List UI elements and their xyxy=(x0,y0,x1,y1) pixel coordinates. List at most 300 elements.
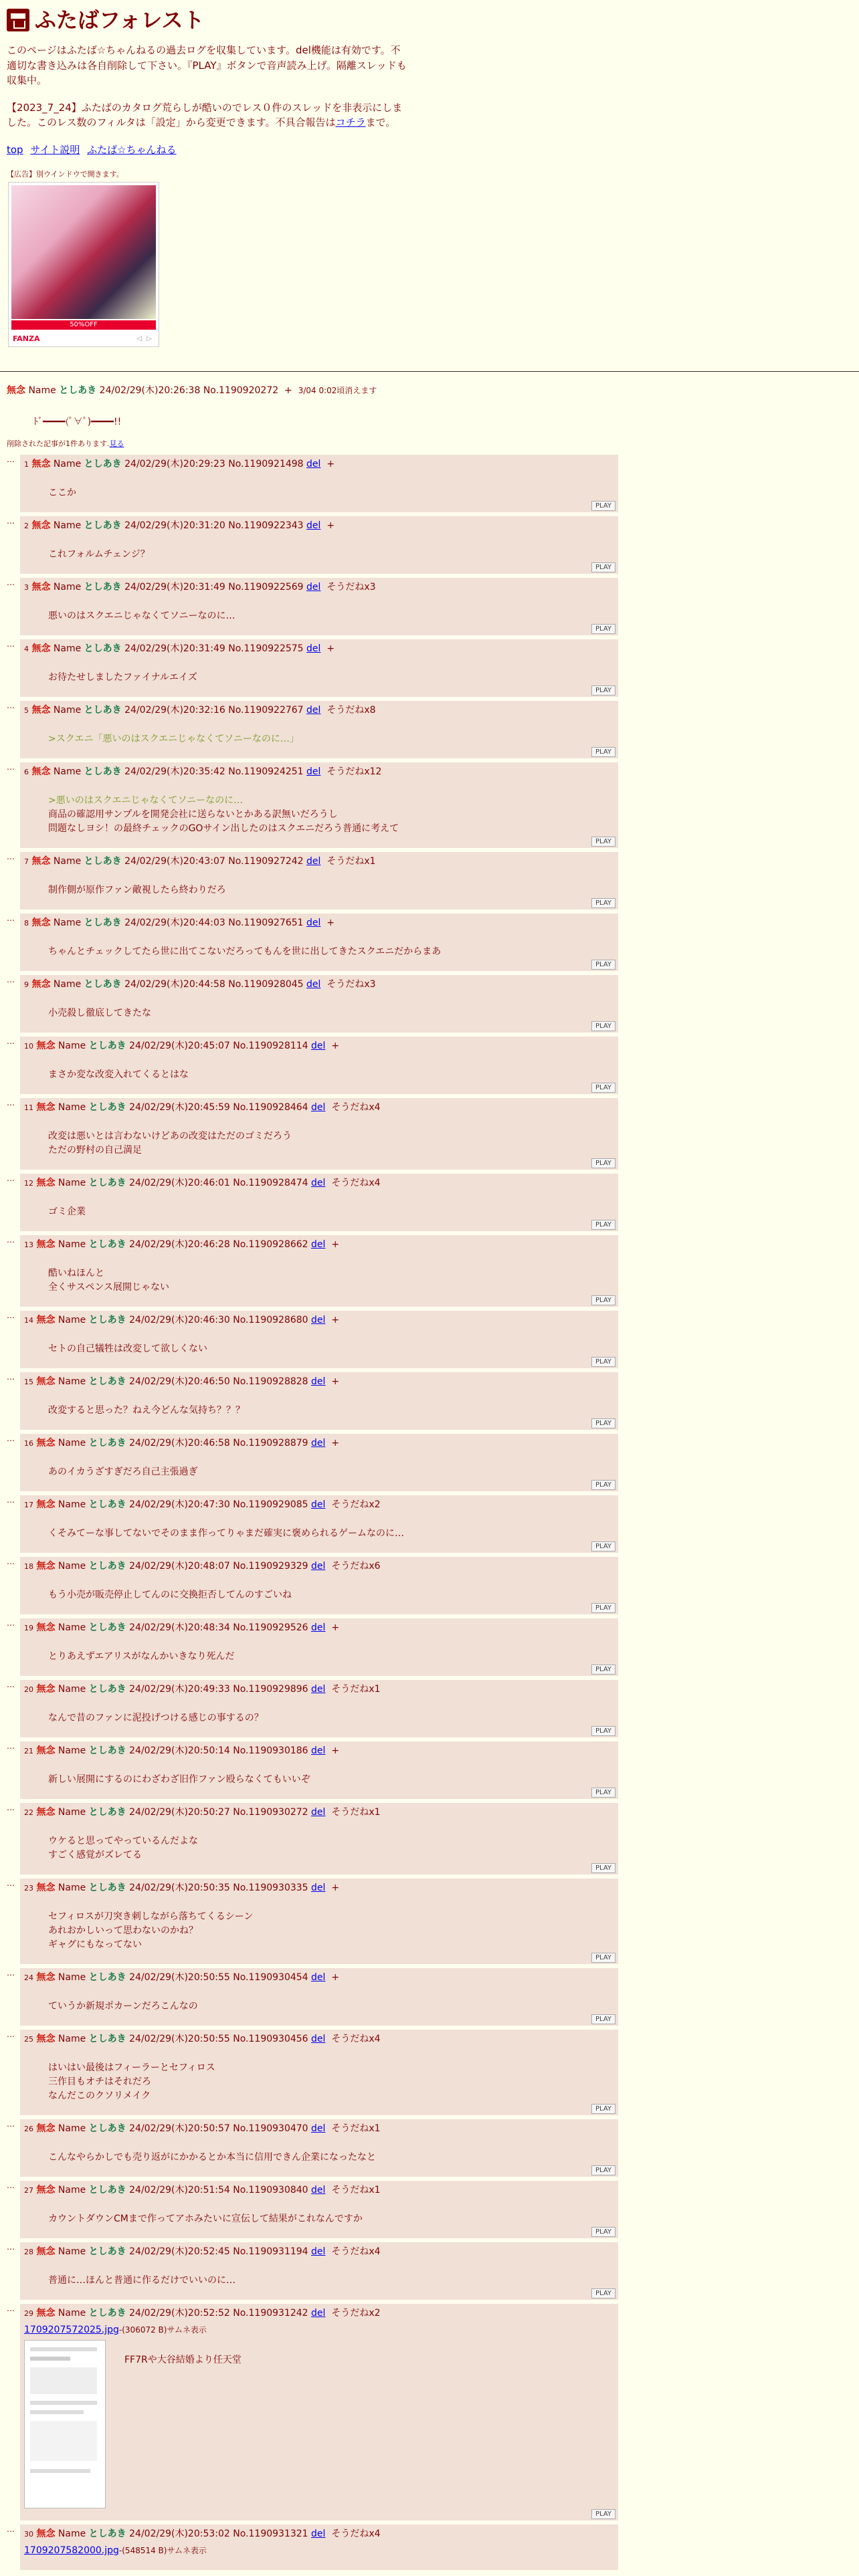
reply-body-line: 三作目もオチはそれだろ xyxy=(48,2076,151,2087)
reply-row xyxy=(7,1618,859,1680)
reply-post xyxy=(20,1680,618,1737)
reply-body xyxy=(48,1650,614,1664)
image-thumbnail[interactable] xyxy=(24,2340,106,2508)
reply-body-line: なんで昔のファンに泥投げつける感じの事するの？ xyxy=(48,1713,264,1723)
soudane-button[interactable]: そうだねx4 xyxy=(331,1102,381,1113)
play-button[interactable]: PLAY xyxy=(591,747,615,757)
play-button[interactable]: PLAY xyxy=(591,898,615,908)
reply-dots: … xyxy=(7,1741,15,1751)
delete-link[interactable]: del xyxy=(311,1622,326,1633)
reply-header xyxy=(24,1971,614,1985)
reply-body xyxy=(48,2000,614,2014)
soudane-button[interactable]: + xyxy=(326,459,335,469)
delete-link[interactable]: del xyxy=(311,1883,326,1893)
forest-logo-icon xyxy=(7,9,29,31)
play-button[interactable]: PLAY xyxy=(591,1158,615,1168)
play-button[interactable]: PLAY xyxy=(591,1295,615,1305)
reply-list xyxy=(7,455,859,2574)
reply-body-line: セフィロスが刀突き刺しながら落ちてくるシーン xyxy=(48,1911,254,1922)
reply-index: 15 xyxy=(24,1378,33,1386)
delete-link[interactable]: del xyxy=(306,520,321,531)
reply-name-label: Name xyxy=(58,1561,86,1572)
play-button[interactable]: PLAY xyxy=(591,1083,615,1093)
reply-body-line: セトの自己犠牲は改変して欲しくない xyxy=(48,1344,207,1354)
play-button[interactable]: PLAY xyxy=(591,2104,615,2114)
reply-body xyxy=(48,1910,614,1952)
play-button[interactable]: PLAY xyxy=(591,1480,615,1490)
reply-index: 19 xyxy=(24,1624,33,1632)
reply-number[interactable]: No.1190928828 xyxy=(233,1376,308,1387)
delete-link[interactable]: del xyxy=(306,979,321,990)
reply-subject: 無念 xyxy=(36,2529,56,2539)
reply-name: としあき xyxy=(88,1684,126,1695)
reply-number[interactable]: No.1190929526 xyxy=(233,1622,308,1633)
reply-post xyxy=(20,762,618,848)
reply-number[interactable]: No.1190928114 xyxy=(233,1041,308,1051)
reply-dots: … xyxy=(7,1311,15,1320)
reply-body xyxy=(48,1465,614,1479)
reply-post xyxy=(20,455,618,512)
reply-number[interactable]: No.1190930470 xyxy=(233,2123,308,2134)
reply-row xyxy=(7,2119,859,2181)
soudane-button[interactable]: そうだねx12 xyxy=(326,766,382,777)
reply-row xyxy=(7,1372,859,1434)
reply-date: 24/02/29(木)20:50:55 xyxy=(129,2034,230,2044)
reply-body-line: なんだこのクソリメイク xyxy=(48,2090,151,2101)
soudane-button[interactable]: そうだねx4 xyxy=(331,2034,381,2044)
thumb-toggle[interactable]: サムネ表示 xyxy=(167,2325,207,2335)
reply-number[interactable]: No.1190927651 xyxy=(228,918,304,928)
reply-number[interactable]: No.1190921498 xyxy=(228,459,304,469)
reply-number[interactable]: No.1190929085 xyxy=(233,1499,308,1510)
play-button[interactable]: PLAY xyxy=(591,1220,615,1230)
reply-date: 24/02/29(木)20:45:59 xyxy=(129,1102,230,1113)
reply-dots: … xyxy=(7,1968,15,1977)
soudane-button[interactable]: + xyxy=(331,1883,340,1893)
reply-number[interactable]: No.1190927242 xyxy=(228,856,304,867)
reply-subject: 無念 xyxy=(36,2034,56,2044)
reply-row xyxy=(7,1098,859,1174)
reply-dots: … xyxy=(7,1174,15,1183)
play-button[interactable]: PLAY xyxy=(591,1357,615,1367)
reply-subject: 無念 xyxy=(36,1807,56,1818)
reply-post xyxy=(20,2030,618,2115)
soudane-button[interactable]: + xyxy=(331,1972,340,1983)
reply-name-label: Name xyxy=(53,856,82,867)
reply-row xyxy=(7,1235,859,1311)
soudane-button[interactable]: そうだねx6 xyxy=(331,1561,381,1572)
play-button[interactable]: PLAY xyxy=(591,501,615,511)
reply-body-line: これフォルムチェンジ？ xyxy=(48,549,150,560)
delete-link[interactable]: del xyxy=(311,2529,326,2539)
reply-dots: … xyxy=(7,1618,15,1628)
play-button[interactable]: PLAY xyxy=(591,1726,615,1736)
reply-body-line: ウケると思ってやっているんだよな xyxy=(48,1836,198,1846)
delete-link[interactable]: del xyxy=(311,1239,326,1250)
soudane-button[interactable]: + xyxy=(331,1622,340,1633)
reply-index: 11 xyxy=(24,1103,33,1112)
reply-header xyxy=(24,642,614,656)
reply-index: 7 xyxy=(24,857,29,866)
delete-link[interactable]: del xyxy=(306,918,321,928)
delete-link[interactable]: del xyxy=(306,856,321,867)
reply-number[interactable]: No.1190922767 xyxy=(228,705,304,716)
reply-name: としあき xyxy=(88,1239,126,1250)
report-link[interactable]: コチラ xyxy=(335,116,366,128)
delete-link[interactable]: del xyxy=(311,2185,326,2195)
reply-number[interactable]: No.1190930454 xyxy=(233,1972,308,1983)
reply-number[interactable]: No.1190931194 xyxy=(233,2246,308,2257)
reply-subject: 無念 xyxy=(36,1561,56,1572)
play-button[interactable]: PLAY xyxy=(591,1541,615,1551)
reply-date: 24/02/29(木)20:50:27 xyxy=(129,1807,230,1818)
nav-top-link[interactable]: top xyxy=(7,143,23,156)
delete-link[interactable]: del xyxy=(311,1438,326,1448)
reply-body-line: くそみてーな事してないでそのまま作ってりゃまだ確実に褒められるゲームなのに… xyxy=(48,1528,404,1539)
delete-link[interactable]: del xyxy=(311,2246,326,2257)
reply-name: としあき xyxy=(88,1972,126,1983)
reply-quote: >スクエニ「悪いのはスクエニじゃなくてソニーなのに…」 xyxy=(48,734,299,744)
reply-name: としあき xyxy=(84,918,122,928)
soudane-button[interactable]: + xyxy=(331,1315,340,1325)
reply-post xyxy=(20,1174,618,1231)
reply-date: 24/02/29(木)20:43:07 xyxy=(124,856,225,867)
reply-body-line: ゴミ企業 xyxy=(48,1206,86,1217)
reply-name: としあき xyxy=(88,1438,126,1448)
soudane-button[interactable]: そうだねx4 xyxy=(331,2529,381,2539)
reply-dots: … xyxy=(7,1495,15,1505)
play-button[interactable]: PLAY xyxy=(591,2165,615,2175)
delete-link[interactable]: del xyxy=(311,1499,326,1510)
reply-name: としあき xyxy=(88,2034,126,2044)
reply-dots: … xyxy=(7,701,15,710)
intro-paragraph-2 xyxy=(7,100,408,130)
reply-body xyxy=(48,1588,614,1602)
thumbnail-block xyxy=(30,2347,97,2351)
file-info xyxy=(24,2323,614,2337)
reply-row xyxy=(7,1680,859,1741)
delete-link[interactable]: del xyxy=(311,1684,326,1695)
reply-number[interactable]: No.1190924251 xyxy=(228,766,304,777)
reply-dots: … xyxy=(7,1037,15,1046)
reply-name-label: Name xyxy=(58,2529,86,2539)
reply-index: 21 xyxy=(24,1747,33,1755)
reply-body xyxy=(48,548,614,562)
reply-number[interactable]: No.1190930272 xyxy=(233,1807,308,1818)
reply-name-label: Name xyxy=(58,2123,86,2134)
reply-post xyxy=(20,1557,618,1614)
reply-header xyxy=(24,1313,614,1327)
reply-body xyxy=(48,2274,614,2288)
reply-body xyxy=(48,1527,614,1541)
reply-number[interactable]: No.1190928680 xyxy=(233,1315,308,1325)
reply-row xyxy=(7,975,859,1037)
op-subject: 無念 xyxy=(7,385,25,396)
reply-subject: 無念 xyxy=(36,1438,56,1448)
reply-dots: … xyxy=(7,1235,15,1245)
reply-name-label: Name xyxy=(58,1041,86,1051)
reply-name-label: Name xyxy=(53,582,82,593)
reply-date: 24/02/29(木)20:50:35 xyxy=(129,1883,230,1893)
delete-link[interactable]: del xyxy=(311,1807,326,1818)
op-soudane-button[interactable]: + xyxy=(284,385,292,396)
play-button[interactable]: PLAY xyxy=(591,837,615,847)
reply-body-line: こんなやらかしでも売り返がにかかるとか本当に信用できん企業になったなと xyxy=(48,2152,376,2163)
nav-about-link[interactable]: サイト説明 xyxy=(30,143,80,156)
reply-dots: … xyxy=(7,914,15,923)
delete-link[interactable]: del xyxy=(311,2123,326,2134)
reply-number[interactable]: No.1190929896 xyxy=(233,1684,308,1695)
play-button[interactable]: PLAY xyxy=(591,685,615,695)
reply-post xyxy=(20,2181,618,2238)
reply-header xyxy=(24,978,614,992)
reply-name-label: Name xyxy=(53,766,82,777)
reply-number[interactable]: No.1190928879 xyxy=(233,1438,308,1448)
soudane-button[interactable]: + xyxy=(326,918,335,928)
delete-link[interactable]: del xyxy=(306,459,321,469)
reply-post xyxy=(20,1495,618,1553)
reply-post xyxy=(20,1968,618,2026)
play-button[interactable]: PLAY xyxy=(591,2288,615,2298)
reply-name-label: Name xyxy=(58,2308,86,2319)
delete-link[interactable]: del xyxy=(306,766,321,777)
reply-number[interactable]: No.1190928662 xyxy=(233,1239,308,1250)
reply-date: 24/02/29(木)20:52:52 xyxy=(129,2308,230,2319)
reply-index: 4 xyxy=(24,645,29,653)
soudane-button[interactable]: そうだねx1 xyxy=(331,1807,381,1818)
play-button[interactable]: PLAY xyxy=(591,1953,615,1963)
ad-label: 【広告】別ウインドウで開きます。 xyxy=(7,170,124,179)
reply-row xyxy=(7,1803,859,1879)
reply-number[interactable]: No.1190931242 xyxy=(233,2308,308,2319)
reply-body xyxy=(48,1267,614,1295)
reply-name: としあき xyxy=(84,766,122,777)
reply-header xyxy=(24,1039,614,1053)
play-button[interactable]: PLAY xyxy=(591,624,615,634)
play-button[interactable]: PLAY xyxy=(591,562,615,572)
reply-subject: 無念 xyxy=(36,1315,56,1325)
reply-body-line: 改変は悪いとは言わないけどあの改変はただのゴミだろう xyxy=(48,1131,292,1142)
reply-body-line: 小売殺し徹底してきたな xyxy=(48,1008,151,1018)
file-link[interactable]: 1709207582000.jpg xyxy=(24,2545,119,2556)
intro-paragraph-2-text: 【2023_7_24】ふたばのカタログ荒らしが酷いのでレス０件のスレッドを非表示にしました。このレス数のフィルタは「設定」から変更できます。不具合報告は xyxy=(7,101,403,128)
reply-index: 8 xyxy=(24,919,29,928)
show-deleted-link[interactable]: 見る xyxy=(109,439,124,448)
play-button[interactable]: PLAY xyxy=(591,2014,615,2024)
reply-date: 24/02/29(木)20:45:07 xyxy=(129,1041,230,1051)
soudane-button[interactable]: そうだねx1 xyxy=(326,856,376,867)
page-header xyxy=(0,0,859,347)
soudane-button[interactable]: そうだねx3 xyxy=(326,979,376,990)
play-button[interactable]: PLAY xyxy=(591,1603,615,1613)
reply-body-line: 酷いねほんと xyxy=(48,1268,104,1279)
ad-brand-logo: FANZA xyxy=(13,334,40,343)
reply-subject: 無念 xyxy=(36,1239,56,1250)
file-link[interactable]: 1709207572025.jpg xyxy=(24,2325,119,2335)
reply-row xyxy=(7,762,859,852)
reply-row xyxy=(7,1879,859,1968)
reply-header xyxy=(24,1560,614,1574)
reply-dots: … xyxy=(7,455,15,464)
delete-link[interactable]: del xyxy=(311,1561,326,1572)
reply-number[interactable]: No.1190930186 xyxy=(233,1745,308,1756)
soudane-button[interactable]: そうだねx1 xyxy=(331,1684,381,1695)
reply-row xyxy=(7,1557,859,1618)
reply-date: 24/02/29(木)20:46:01 xyxy=(129,1178,230,1188)
reply-name-label: Name xyxy=(58,1972,86,1983)
reply-dots: … xyxy=(7,1680,15,1689)
reply-dots: … xyxy=(7,2030,15,2039)
thumbnail-block xyxy=(30,2367,97,2394)
soudane-button[interactable]: + xyxy=(331,1438,340,1448)
delete-link[interactable]: del xyxy=(311,1041,326,1051)
soudane-button[interactable]: + xyxy=(331,1376,340,1387)
reply-header xyxy=(24,1436,614,1451)
reply-number[interactable]: No.1190922343 xyxy=(228,520,304,531)
soudane-button[interactable]: そうだねx8 xyxy=(326,705,376,716)
reply-number[interactable]: No.1190929329 xyxy=(233,1561,308,1572)
reply-dots: … xyxy=(7,1434,15,1443)
soudane-button[interactable]: そうだねx4 xyxy=(331,2246,381,2257)
reply-post xyxy=(20,639,618,697)
thumb-toggle[interactable]: サムネ表示 xyxy=(167,2546,207,2555)
reply-number[interactable]: No.1190930456 xyxy=(233,2034,308,2044)
reply-number[interactable]: No.1190928464 xyxy=(233,1102,308,1113)
delete-link[interactable]: del xyxy=(311,1972,326,1983)
reply-body xyxy=(48,732,614,746)
reply-post xyxy=(20,1434,618,1491)
op-expire: 3/04 0:02頃消えます xyxy=(298,385,377,395)
delete-link[interactable]: del xyxy=(306,705,321,716)
delete-link[interactable]: del xyxy=(311,1745,326,1756)
reply-date: 24/02/29(木)20:31:49 xyxy=(124,643,225,654)
reply-date: 24/02/29(木)20:49:33 xyxy=(129,1684,230,1695)
reply-body-line: あれおかしいって思わないのかね？ xyxy=(48,1925,198,1936)
play-button[interactable]: PLAY xyxy=(591,1418,615,1428)
soudane-button[interactable]: そうだねx1 xyxy=(331,2185,381,2195)
reply-date: 24/02/29(木)20:44:03 xyxy=(124,918,225,928)
reply-body xyxy=(48,883,614,897)
reply-dots: … xyxy=(7,1803,15,1812)
reply-header xyxy=(24,1621,614,1635)
play-button[interactable]: PLAY xyxy=(591,1021,615,1031)
reply-dots: … xyxy=(7,1557,15,1566)
ad-image[interactable] xyxy=(11,185,156,319)
reply-date: 24/02/29(木)20:53:02 xyxy=(129,2529,230,2539)
delete-link[interactable]: del xyxy=(306,643,321,654)
reply-subject: 無念 xyxy=(31,856,51,867)
delete-link[interactable]: del xyxy=(311,2034,326,2044)
soudane-button[interactable]: そうだねx4 xyxy=(331,1178,381,1188)
reply-index: 9 xyxy=(24,980,29,989)
reply-subject: 無念 xyxy=(31,459,51,469)
ad-banner[interactable] xyxy=(8,182,159,347)
reply-index: 14 xyxy=(24,1316,33,1325)
reply-dots: … xyxy=(7,1098,15,1107)
soudane-button[interactable]: + xyxy=(331,1041,340,1051)
delete-link[interactable]: del xyxy=(311,2308,326,2319)
reply-number[interactable]: No.1190928474 xyxy=(233,1178,308,1188)
op-name: としあき xyxy=(59,385,97,396)
soudane-button[interactable]: + xyxy=(326,643,335,654)
reply-name-label: Name xyxy=(53,705,82,716)
delete-link[interactable]: del xyxy=(311,1102,326,1113)
reply-row xyxy=(7,1434,859,1495)
play-button[interactable]: PLAY xyxy=(591,2509,615,2519)
reply-index: 28 xyxy=(24,2248,33,2256)
reply-name: としあき xyxy=(88,1041,126,1051)
reply-name-label: Name xyxy=(53,643,82,654)
delete-link[interactable]: del xyxy=(311,1376,326,1387)
reply-name-label: Name xyxy=(58,1315,86,1325)
site-title: ふたばフォレスト xyxy=(35,7,205,33)
reply-date: 24/02/29(木)20:29:23 xyxy=(124,459,225,469)
reply-number[interactable]: No.1190930840 xyxy=(233,2185,308,2195)
soudane-button[interactable]: + xyxy=(331,1239,340,1250)
reply-number[interactable]: No.1190931321 xyxy=(233,2529,308,2539)
reply-header xyxy=(24,1238,614,1252)
reply-number[interactable]: No.1190922569 xyxy=(228,582,304,593)
reply-number[interactable]: No.1190928045 xyxy=(228,979,304,990)
nav-futaba-link[interactable]: ふたば☆ちゃんねる xyxy=(87,143,177,156)
reply-body-line: 悪いのはスクエニじゃなくてソニーなのに… xyxy=(48,611,235,621)
reply-number[interactable]: No.1190930335 xyxy=(233,1883,308,1893)
reply-header xyxy=(24,580,614,595)
soudane-button[interactable]: そうだねx3 xyxy=(326,582,376,593)
reply-index: 16 xyxy=(24,1439,33,1448)
reply-name: としあき xyxy=(84,520,122,531)
reply-number[interactable]: No.1190922575 xyxy=(228,643,304,654)
reply-name-label: Name xyxy=(58,2185,86,2195)
deleted-note-text: 削除された記事が1件あります. xyxy=(7,439,110,448)
play-button[interactable]: PLAY xyxy=(591,1788,615,1798)
file-size: -(306072 B) xyxy=(118,2325,167,2335)
soudane-button[interactable]: そうだねx2 xyxy=(331,2308,381,2319)
reply-post xyxy=(20,1311,618,1368)
delete-link[interactable]: del xyxy=(306,582,321,593)
ad-pager[interactable]: ◁ ▷ xyxy=(136,334,153,342)
reply-post xyxy=(20,2525,618,2570)
reply-body-line: 新しい展開にするのにわざわざ旧作ファン殴らなくてもいいぞ xyxy=(48,1774,310,1785)
reply-header xyxy=(24,1498,614,1512)
reply-date: 24/02/29(木)20:31:49 xyxy=(124,582,225,593)
soudane-button[interactable]: + xyxy=(326,520,335,531)
reply-header xyxy=(24,1806,614,1820)
op-number[interactable]: No.1190920272 xyxy=(203,385,279,396)
reply-name-label: Name xyxy=(58,1684,86,1695)
reply-body xyxy=(48,1834,614,1862)
reply-date: 24/02/29(木)20:50:14 xyxy=(129,1745,230,1756)
reply-index: 20 xyxy=(24,1685,33,1694)
reply-row xyxy=(7,914,859,975)
play-button[interactable]: PLAY xyxy=(591,2227,615,2237)
play-button[interactable]: PLAY xyxy=(591,960,615,970)
soudane-button[interactable]: そうだねx2 xyxy=(331,1499,381,1510)
reply-row xyxy=(7,639,859,701)
play-button[interactable]: PLAY xyxy=(591,1665,615,1675)
ad-sale-bar[interactable]: 50%OFF xyxy=(11,320,156,330)
reply-header xyxy=(24,457,614,471)
delete-link[interactable]: del xyxy=(311,1178,326,1188)
delete-link[interactable]: del xyxy=(311,1315,326,1325)
reply-date: 24/02/29(木)20:47:30 xyxy=(129,1499,230,1510)
play-button[interactable]: PLAY xyxy=(591,1863,615,1873)
reply-post xyxy=(20,1618,618,1676)
soudane-button[interactable]: + xyxy=(331,1745,340,1756)
reply-header xyxy=(24,2245,614,2259)
file-size: -(548514 B) xyxy=(118,2546,167,2555)
soudane-button[interactable]: そうだねx1 xyxy=(331,2123,381,2134)
